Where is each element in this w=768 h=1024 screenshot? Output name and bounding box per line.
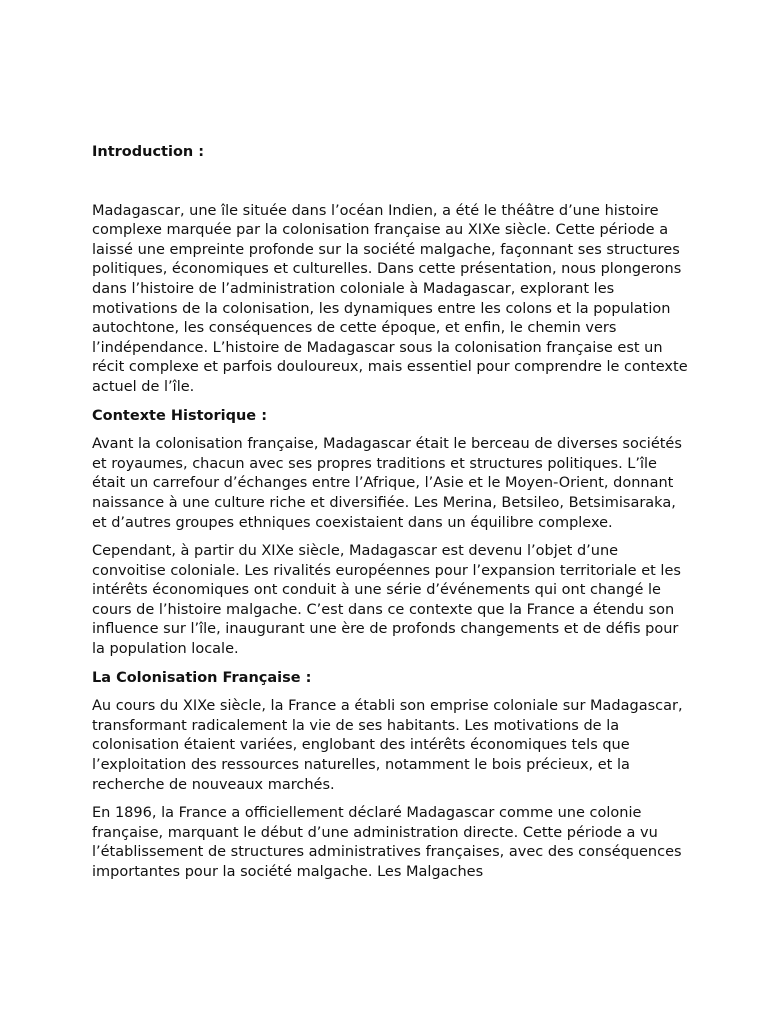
spacer — [92, 163, 688, 202]
paragraph-contexte-2: Cependant, à partir du XIXe siècle, Madagascar est devenu l’objet d’une convoitise coloniale. Les rivalités européennes pour l’expansion territoriale et les intérêts économiques ont conduit à une série d’événements qui ont changé le cours de l’histoire malgache. C’est dans ce contexte que la France a étendu son influence sur l’île, inaugurant une ère de profonds changements et de défis pour la population locale. — [92, 543, 681, 658]
document-page — [92, 143, 688, 883]
paragraph-colonisation-1: Au cours du XIXe siècle, la France a établi son emprise coloniale sur Madagascar, transformant radicalement la vie de ses habitants. Les motivations de la colonisation étaient variées, englobant des intérêts économiques tels que l’exploitation des ressources naturelles, notamment le bois précieux, et la recherche de nouveaux marchés. — [92, 698, 683, 793]
section-heading-contexte-historique: Contexte Historique : — [92, 407, 267, 424]
section-heading-colonisation-francaise: La Colonisation Française : — [92, 669, 312, 686]
paragraph-introduction: Madagascar, une île située dans l’océan Indien, a été le théâtre d’une histoire complexe marquée par la colonisation française au XIXe siècle. Cette période a laissé une empreinte profonde sur la société malgache, façonnant ses structures politiques, économiques et culturelles. Dans cette présentation, nous plongerons dans l’histoire de l’administration coloniale à Madagascar, explorant les motivations de la colonisation, les dynamiques entre les colons et la population autochtone, les conséquences de cette époque, et enfin, le chemin vers l’indépendance. L’histoire de Madagascar sous la colonisation française est un récit complexe et parfois douloureux, mais essentiel pour comprendre le contexte actuel de l’île. — [92, 202, 688, 395]
paragraph-contexte-1: Avant la colonisation française, Madagascar était le berceau de diverses sociétés et royaumes, chacun avec ses propres traditions et structures politiques. L’île était un carrefour d’échanges entre l’Afrique, l’Asie et le Moyen-Orient, donnant naissance à une culture riche et diversifiée. Les Merina, Betsileo, Betsimisaraka, et d’autres groupes ethniques coexistaient dans un équilibre complexe. — [92, 436, 682, 531]
paragraph-colonisation-2: En 1896, la France a officiellement déclaré Madagascar comme une colonie française, marquant le début d’une administration directe. Cette période a vu l’établissement de structures administratives françaises, avec des conséquences importantes pour la société malgache. Les Malgaches — [92, 805, 682, 880]
spacer — [92, 533, 688, 542]
spacer — [92, 660, 688, 669]
section-heading-introduction: Introduction : — [92, 144, 205, 160]
spacer — [92, 795, 688, 804]
spacer — [92, 398, 688, 407]
spacer — [92, 688, 688, 697]
spacer — [92, 426, 688, 435]
